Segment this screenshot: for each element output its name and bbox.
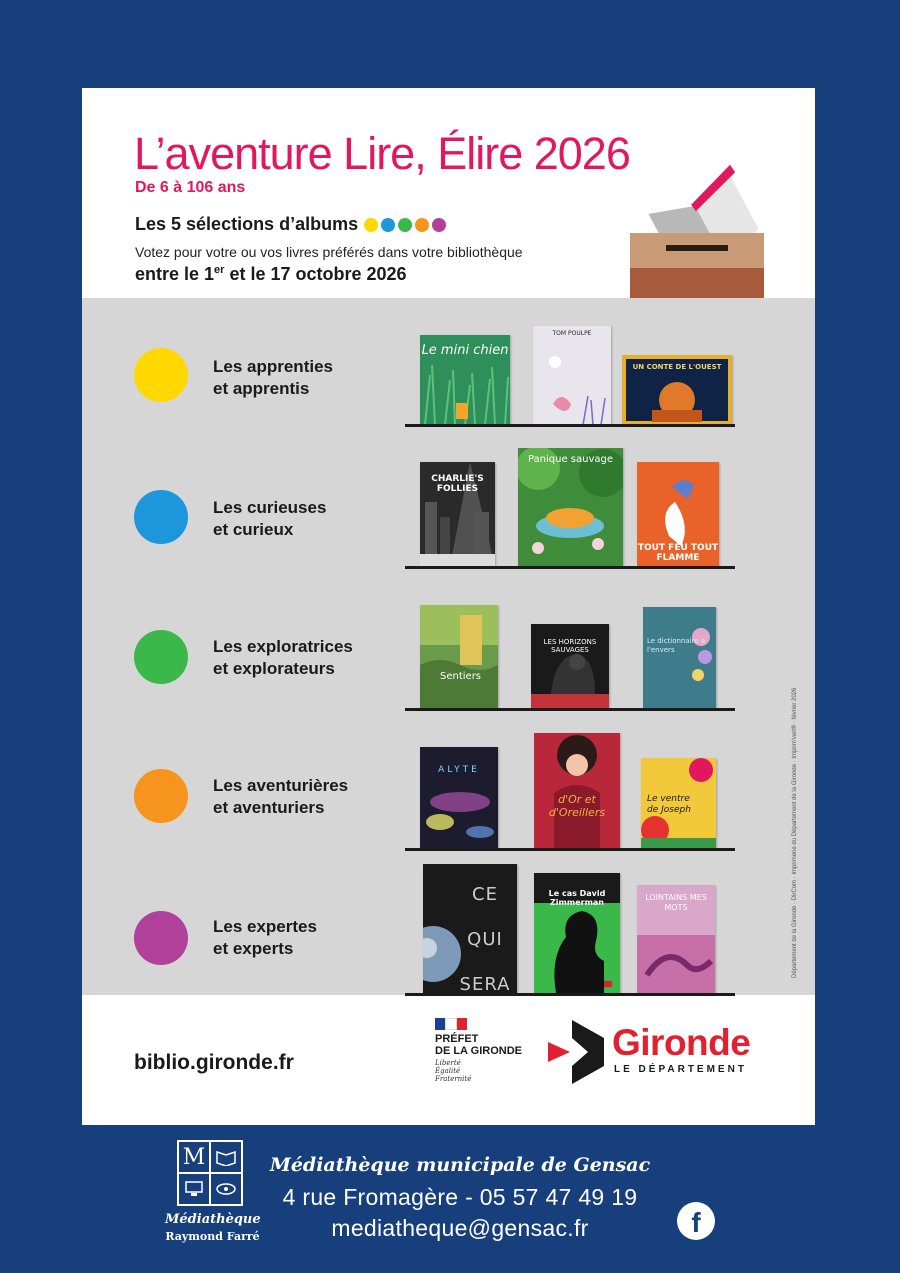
category-label-line2: et apprentis	[213, 379, 310, 398]
book-cover	[420, 747, 498, 848]
prefet-motto	[435, 1059, 535, 1083]
dates-start: entre le 1	[135, 264, 215, 284]
motto-fraternite: Fraternité	[435, 1075, 472, 1083]
gironde-word: Gironde	[612, 1022, 751, 1063]
sea-creatures-illustration	[533, 326, 611, 425]
category-label-line2: et experts	[213, 939, 294, 958]
ballot-box-icon	[622, 148, 772, 303]
flowers-illustration	[643, 607, 716, 708]
book-cover	[420, 335, 510, 425]
category-dot	[134, 490, 188, 544]
book-title: Le mini chien	[421, 343, 509, 358]
library-email[interactable]: mediatheque@gensac.fr	[331, 1215, 589, 1241]
print-credit	[792, 688, 806, 978]
book-title: Le ventre de Joseph	[647, 794, 691, 815]
poster	[82, 88, 815, 1125]
book-icon	[210, 1141, 242, 1173]
category-dot	[134, 630, 188, 684]
motto-liberte: Liberté	[435, 1059, 461, 1067]
selections-heading	[135, 214, 446, 235]
book-cover	[518, 448, 623, 566]
book-author: TOM POULPE	[552, 330, 592, 337]
logo-letter: M	[178, 1141, 210, 1173]
category-row	[82, 876, 815, 1016]
book-title: ALYTE	[438, 765, 480, 775]
dot-yellow	[364, 218, 378, 232]
category-row	[82, 737, 815, 877]
book-title: LOINTAINS MES MOTS	[645, 893, 707, 912]
book-title: d'Or et d'Oreillers	[548, 793, 606, 819]
category-label	[213, 497, 383, 541]
category-label-line1: Les exploratrices	[213, 637, 353, 656]
book-cover	[531, 624, 609, 708]
library-address: 4 rue Fromagère - 05 57 47 49 19	[282, 1184, 638, 1210]
category-label-line1: Les expertes	[213, 917, 317, 936]
facebook-icon[interactable]: f	[677, 1202, 715, 1240]
gironde-logo	[548, 1020, 778, 1084]
gironde-mark-icon	[548, 1020, 608, 1084]
book-cover	[622, 355, 732, 425]
shelf	[405, 708, 735, 711]
book-cover	[533, 326, 611, 425]
shelf	[405, 566, 735, 569]
mediatheque-logo	[165, 1140, 260, 1250]
library-contact	[260, 1154, 660, 1242]
shelf	[405, 993, 735, 996]
book-title: CHARLIE'S FOLLIES	[431, 474, 484, 494]
book-title: Le dictionnaire à l'envers	[647, 637, 706, 654]
print-credit-text: Département de la Gironde · DirCom · Imprimerie du Département de la Gironde · Imprim'vert® · février 2026	[792, 687, 798, 978]
shelf	[405, 424, 735, 427]
shelf	[405, 848, 735, 851]
motto-egalite: Égalité	[435, 1067, 461, 1075]
book-title: Panique sauvage	[527, 454, 614, 465]
category-label	[213, 775, 383, 819]
selection-dots	[364, 218, 446, 232]
french-flag-icon	[435, 1018, 467, 1030]
library-name: Médiathèque municipale de Gensac	[269, 1154, 651, 1176]
gironde-subtitle: LE DÉPARTEMENT	[614, 1064, 747, 1075]
category-label-line2: et explorateurs	[213, 659, 335, 678]
jungle-illustration	[420, 605, 498, 708]
prefet-logo	[435, 1018, 535, 1088]
book-title: TOUT FEU TOUT FLAMME	[637, 543, 719, 563]
category-label-line2: et curieux	[213, 520, 294, 539]
portrait-illustration	[534, 733, 620, 848]
category-label-line1: Les aventurières	[213, 776, 349, 795]
prefet-line1: PRÉFET	[435, 1033, 479, 1045]
category-label-line2: et aventuriers	[213, 798, 325, 817]
book-title: Le cas David Zimmerman	[548, 889, 606, 907]
book-cover	[641, 758, 716, 848]
book-cover	[637, 462, 719, 566]
category-label-line1: Les apprenties	[213, 357, 333, 376]
book-title: Sentiers	[440, 671, 482, 682]
dot-purple	[432, 218, 446, 232]
prefet-line2: DE LA GIRONDE	[435, 1045, 522, 1057]
category-dot	[134, 911, 188, 965]
category-row	[82, 454, 815, 597]
eye-icon	[210, 1173, 242, 1205]
dot-blue	[381, 218, 395, 232]
book-cover	[534, 733, 620, 848]
category-label	[213, 636, 383, 680]
category-dot	[134, 769, 188, 823]
category-dot	[134, 348, 188, 402]
book-title: CE QUI SERA	[459, 884, 511, 993]
page-title: L’aventure Lire, Élire 2026	[134, 128, 630, 179]
website-link[interactable]: biblio.gironde.fr	[134, 1051, 294, 1074]
category-label	[213, 356, 383, 400]
vote-dates	[135, 264, 407, 285]
age-range: De 6 à 106 ans	[135, 179, 246, 196]
book-cover	[420, 462, 495, 566]
book-cover	[534, 873, 620, 993]
mediatheque-logo-grid	[177, 1140, 243, 1206]
book-cover	[637, 885, 715, 993]
dates-sup: er	[214, 264, 225, 276]
logo-name-2: Raymond Farré	[165, 1230, 260, 1243]
book-title: LES HORIZONS SAUVAGES	[543, 638, 597, 654]
book-cover	[643, 607, 716, 708]
gorilla-illustration	[531, 624, 609, 708]
book-cover	[423, 864, 517, 993]
computer-icon	[178, 1173, 210, 1205]
book-cover	[420, 605, 498, 708]
dot-green	[398, 218, 412, 232]
forest-canoe-illustration	[518, 448, 623, 566]
vote-text: Votez pour votre ou vos livres préférés dans votre bibliothèque	[135, 244, 523, 260]
category-label	[213, 916, 383, 960]
category-row	[82, 318, 815, 458]
category-row	[82, 598, 815, 738]
dot-orange	[415, 218, 429, 232]
dates-end: et le 17 octobre 2026	[224, 264, 407, 284]
night-lights-illustration	[420, 747, 498, 848]
book-title: UN CONTE DE L'OUEST	[632, 363, 722, 371]
selections-text: Les 5 sélections d’albums	[135, 214, 359, 234]
category-label-line1: Les curieuses	[213, 498, 327, 517]
logo-name: Médiathèque	[165, 1212, 261, 1227]
